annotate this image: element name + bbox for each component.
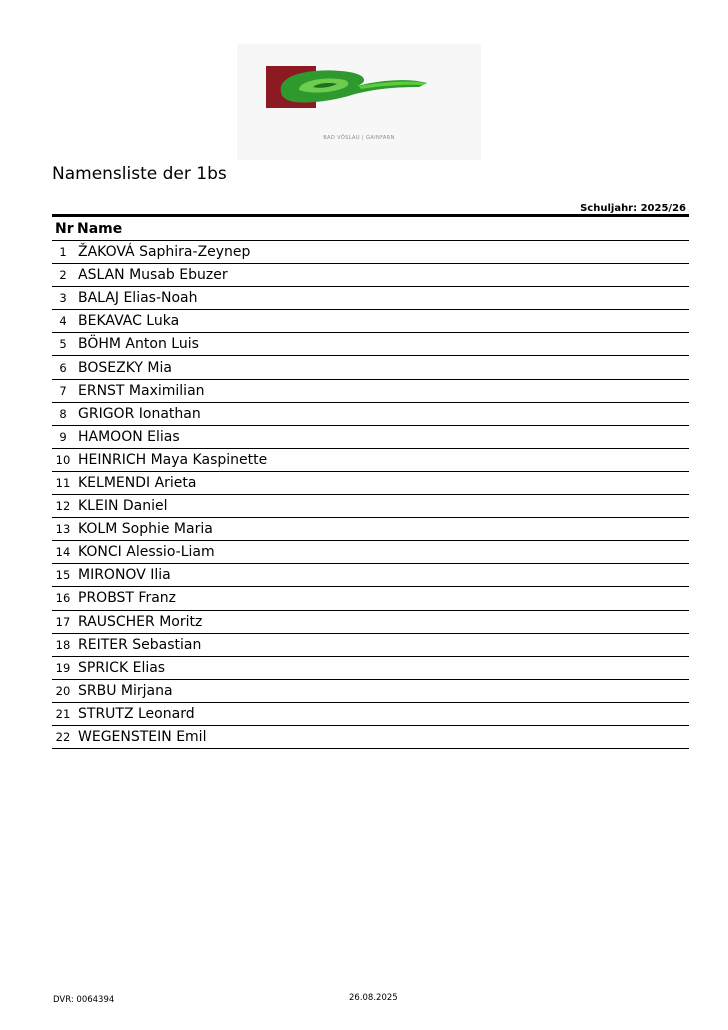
table-row [52,449,689,472]
row-number: 17 [55,614,71,629]
table-row [52,264,689,287]
table-row [52,564,689,587]
student-name: KLEIN Daniel [78,498,168,515]
table-row [52,472,689,495]
row-number: 10 [55,452,71,467]
table-row [52,587,689,610]
row-number: 1 [59,245,67,260]
name-list-table [52,214,689,749]
page-title: Namensliste der 1bs [52,164,227,184]
logo-caption: BAD VÖSLAU | GAINFARN [323,135,395,141]
row-number: 21 [55,706,71,721]
row-number: 19 [55,660,71,675]
header-name: Name [77,220,123,237]
row-number: 15 [55,568,71,583]
table-row [52,495,689,518]
student-name: RAUSCHER Moritz [78,613,203,630]
table-header [52,217,689,241]
row-number: 4 [59,314,67,329]
row-number: 20 [55,683,71,698]
table-row [52,333,689,356]
student-name: GRIGOR Ionathan [78,405,201,422]
student-name: BALAJ Elias-Noah [78,290,198,307]
table-row [52,241,689,264]
row-number: 3 [59,291,67,306]
student-name: ERNST Maximilian [78,382,205,399]
student-name: PROBST Franz [78,590,177,607]
school-logo [237,44,481,160]
student-name: HEINRICH Maya Kaspinette [78,451,268,468]
student-name: SRBU Mirjana [78,682,173,699]
table-row [52,356,689,379]
table-row [52,403,689,426]
school-year-label: Schuljahr: 2025/26 [580,203,686,214]
row-number: 14 [55,545,71,560]
student-name: SPRICK Elias [78,659,166,676]
row-number: 2 [59,268,67,283]
table-row [52,426,689,449]
table-row [52,310,689,333]
student-name: KONCI Alessio-Liam [78,544,215,561]
footer-dvr: DVR: 0064394 [53,995,115,1005]
table-row [52,611,689,634]
student-name: BÖHM Anton Luis [78,336,199,353]
row-number: 22 [55,730,71,745]
row-number: 13 [55,522,71,537]
student-name: ASLAN Musab Ebuzer [78,267,228,284]
row-number: 8 [59,406,67,421]
row-number: 9 [59,429,67,444]
table-row [52,657,689,680]
table-row [52,634,689,657]
row-number: 7 [59,383,67,398]
table-body [52,241,689,749]
student-name: HAMOON Elias [78,428,180,445]
student-name: WEGENSTEIN Emil [78,729,207,746]
table-row [52,726,689,749]
student-name: MIRONOV Ilia [78,567,171,584]
student-name: KOLM Sophie Maria [78,521,213,538]
logo-swoosh-graphic [259,62,459,128]
table-row [52,287,689,310]
row-number: 6 [59,360,67,375]
row-number: 11 [55,475,71,490]
student-name: STRUTZ Leonard [78,705,195,722]
student-name: ŽAKOVÁ Saphira-Zeynep [78,244,251,261]
student-name: BEKAVAC Luka [78,313,180,330]
header-nr: Nr [55,220,74,237]
table-row [52,680,689,703]
student-name: BOSEZKY Mia [78,359,172,376]
table-row [52,518,689,541]
table-row [52,541,689,564]
row-number: 12 [55,499,71,514]
row-number: 16 [55,591,71,606]
student-name: REITER Sebastian [78,636,202,653]
table-row [52,703,689,726]
footer-date: 26.08.2025 [349,993,398,1003]
row-number: 5 [59,337,67,352]
student-name: KELMENDI Arieta [78,474,197,491]
row-number: 18 [55,637,71,652]
table-row [52,380,689,403]
